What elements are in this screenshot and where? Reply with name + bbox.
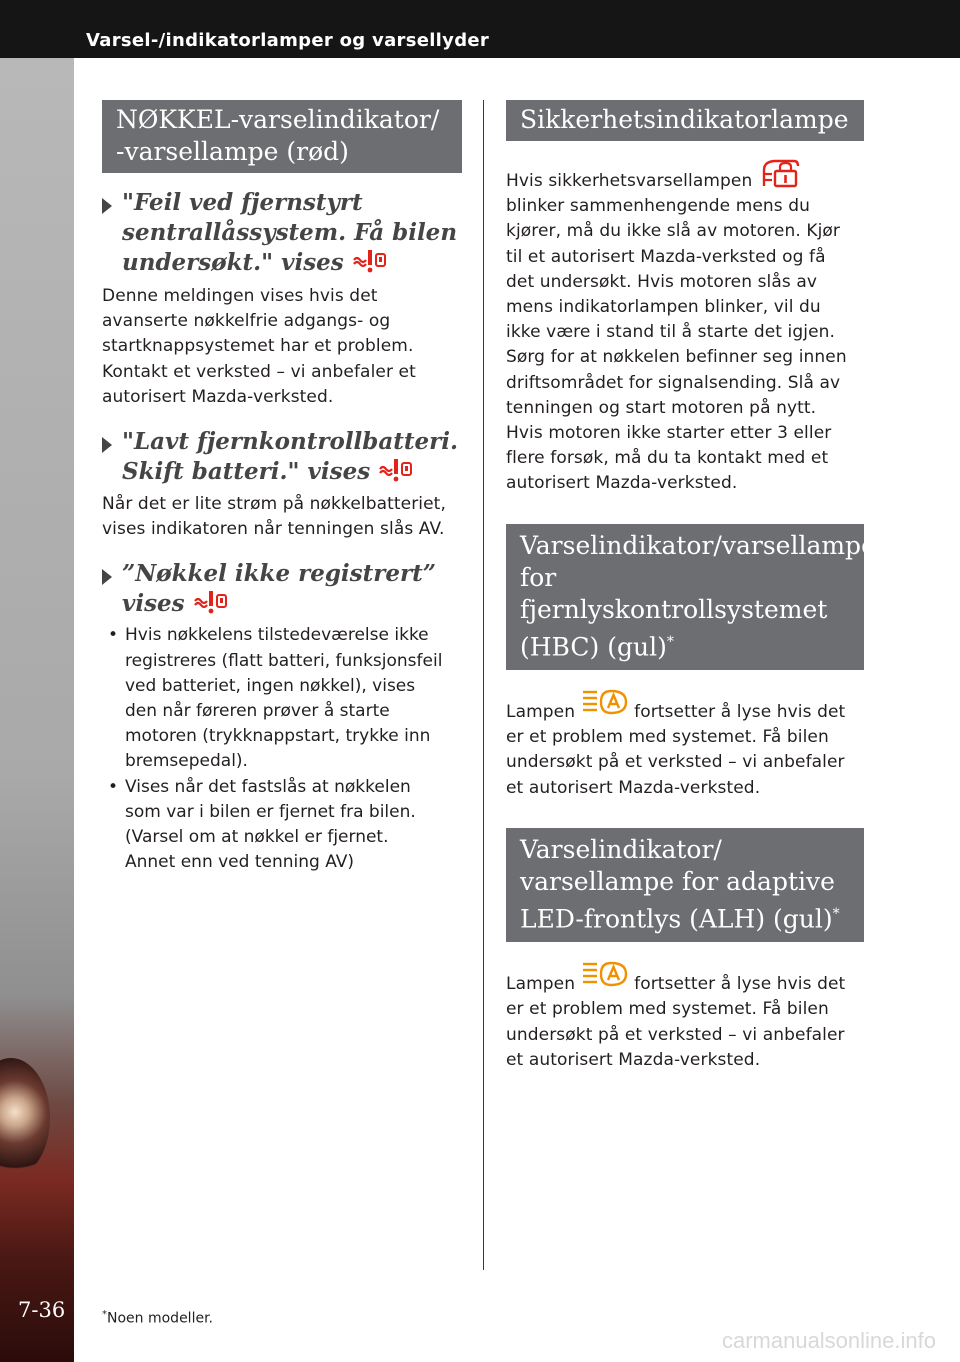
text-span: Lampen: [506, 974, 576, 995]
section-heading-alh: [506, 828, 864, 942]
paragraph-remote-lock-fault: [102, 284, 462, 410]
text-line: Kontakt et verksted – vi anbefaler et: [102, 361, 416, 382]
text-line: Hvis motoren ikke starter etter 3 eller: [506, 423, 832, 444]
auto-headlight-icon: [581, 959, 629, 991]
paragraph-security: [506, 156, 864, 497]
key-warning-icon: [352, 249, 388, 273]
text-line: Vises når det fastslås at nøkkelen: [125, 776, 411, 797]
text-line: bremsepedal).: [125, 751, 248, 772]
text-line: driftsområdet for signalsending. Slå av: [506, 372, 841, 393]
text-line: motoren (trykknappstart, trykke inn: [125, 726, 431, 747]
section-heading-hbc: [506, 524, 876, 670]
text-span: fortsetter å lyse hvis det: [634, 701, 846, 722]
watermark: carmanualsonline.info: [721, 1328, 936, 1353]
bullet-list-key-not-registered: [102, 623, 462, 875]
triangle-bullet-icon: [102, 569, 112, 585]
heading-line: [520, 626, 850, 663]
subheading-line: [122, 589, 462, 619]
paragraph-hbc: [506, 687, 864, 801]
footnote-star: *: [666, 633, 674, 650]
list-item: [106, 775, 462, 876]
subheading-key-not-registered: [102, 559, 462, 619]
subheading-text: Skift batteri." vises: [122, 458, 371, 486]
triangle-bullet-icon: [102, 437, 112, 453]
column-divider: [483, 100, 484, 1270]
text-line: [506, 156, 864, 194]
subheading-remote-lock-fault: [102, 188, 462, 278]
heading-line: Sikkerhetsindikatorlampe: [520, 105, 849, 134]
subheading-line: "Lavt fjernkontrollbatteri.: [122, 428, 459, 456]
paragraph-low-battery: [102, 492, 462, 542]
text-line: er et problem med systemet. Få bilen: [506, 727, 829, 748]
heading-line: [520, 898, 850, 935]
text-line: startknappsystemet har et problem.: [102, 336, 414, 357]
header-bar: [0, 0, 960, 58]
text-line: vises indikatoren når tenningen slås AV.: [102, 519, 445, 540]
text-span: Lampen: [506, 701, 576, 722]
text-line: mens indikatorlampen blinker, vil du: [506, 297, 821, 318]
footnote-star: *: [102, 1309, 107, 1320]
text-line: er et problem med systemet. Få bilen: [506, 999, 829, 1020]
bullet-dot: •: [108, 776, 119, 797]
text-line: Annet enn ved tenning AV): [125, 852, 355, 873]
headlamp-photo: [0, 1058, 50, 1178]
list-item: [106, 623, 462, 774]
heading-line: Varselindikator/: [520, 834, 722, 864]
text-line: et autorisert Mazda-verksted.: [506, 777, 761, 798]
text-line: Hvis nøkkelens tilstedeværelse ikke: [125, 625, 429, 646]
text-line: Når det er lite strøm på nøkkelbatteriet,: [102, 494, 446, 515]
subheading-line: ”Nøkkel ikke registrert”: [122, 560, 436, 588]
footnote: [102, 1309, 213, 1327]
triangle-bullet-icon: [102, 198, 112, 214]
text-line: Sørg for at nøkkelen befinner seg innen: [506, 347, 847, 368]
right-column: [506, 100, 876, 1073]
paragraph-alh: [506, 959, 864, 1073]
auto-headlight-icon: [581, 687, 629, 719]
heading-line: Varselindikator/varsellampe: [520, 530, 876, 560]
text-line: den når føreren prøver å starte: [125, 701, 390, 722]
security-lock-icon: [758, 156, 802, 190]
section-heading-security: [506, 100, 864, 141]
text-line: [506, 959, 864, 997]
text-line: [506, 687, 864, 725]
heading-line: for fjernlyskontrollsystemet: [520, 562, 828, 624]
text-line: tenningen og start motoren på nytt.: [506, 397, 817, 418]
subheading-low-battery: [102, 427, 462, 487]
subheading-line: sentrallåssystem. Få bilen: [122, 219, 458, 246]
footnote-star: *: [832, 905, 840, 922]
key-warning-icon: [378, 458, 414, 482]
text-line: undersøkt på et verksted – vi anbefaler: [506, 1024, 845, 1045]
text-line: ved batteriet, ingen nøkkel), vises: [125, 675, 416, 696]
text-line: avanserte nøkkelfrie adgangs- og: [102, 311, 391, 332]
subheading-line: [122, 457, 462, 487]
text-line: autorisert Mazda-verksted.: [102, 386, 334, 407]
chapter-title: Varsel-/indikatorlamper og varsellyder: [86, 30, 490, 51]
subheading-line: "Feil ved fjernstyrt: [122, 189, 363, 216]
left-column: [102, 100, 462, 875]
text-line: (Varsel om at nøkkel er fjernet.: [125, 827, 389, 848]
subheading-text: undersøkt." vises: [122, 249, 344, 276]
text-line: som var i bilen er fjernet fra bilen.: [125, 801, 416, 822]
heading-text: LED-frontlys (ALH) (gul): [520, 904, 833, 934]
text-line: flere forsøk, må du ta kontakt med et: [506, 448, 829, 469]
text-line: et autorisert Mazda-verksted.: [506, 1049, 761, 1070]
text-line: til et autorisert Mazda-verksted og få: [506, 246, 826, 267]
text-line: ikke være i stand til å starte det igjen.: [506, 322, 836, 343]
heading-line: -varsellampe (rød): [116, 137, 349, 166]
text-span: Hvis sikkerhetsvarsellampen: [506, 171, 753, 191]
text-line: registreres (flatt batteri, funksjonsfeil: [125, 650, 443, 671]
text-span: fortsetter å lyse hvis det: [634, 974, 846, 995]
text-line: det undersøkt. Hvis motoren slås av: [506, 271, 818, 292]
text-line: blinker sammenhengende mens du: [506, 196, 811, 217]
section-heading-key-warning: [102, 100, 462, 173]
heading-line: varsellampe for adaptive: [520, 866, 835, 896]
text-line: undersøkt på et verksted – vi anbefaler: [506, 752, 845, 773]
text-line: kjører, må du ikke slå av motoren. Kjør: [506, 221, 840, 242]
footnote-text: Noen modeller.: [107, 1310, 213, 1327]
text-line: autorisert Mazda-verksted.: [506, 473, 738, 494]
heading-text: (HBC) (gul): [520, 631, 667, 661]
key-warning-icon: [193, 590, 229, 614]
subheading-text: vises: [122, 590, 185, 618]
subheading-line: [122, 248, 462, 278]
heading-line: NØKKEL-varselindikator/: [116, 105, 440, 134]
page-number: 7-36: [18, 1298, 66, 1322]
text-line: Denne meldingen vises hvis det: [102, 286, 378, 306]
bullet-dot: •: [108, 625, 119, 646]
side-thumb-tab: [0, 58, 74, 1362]
